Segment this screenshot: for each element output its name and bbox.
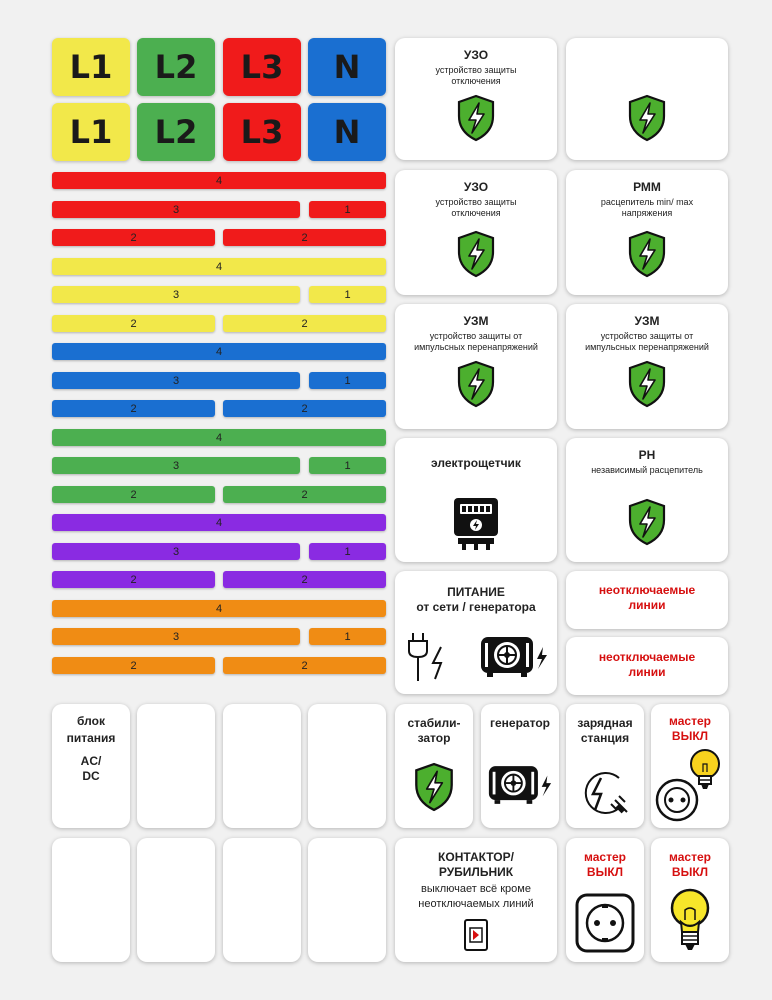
card-subtitle: устройство защиты отключения — [435, 65, 517, 86]
color-strip-segment: 4 — [52, 429, 386, 446]
card-title-line2: от сети / генератора — [416, 600, 536, 614]
shield-lightning-icon — [395, 762, 473, 812]
color-strip-segment: 2 — [223, 486, 386, 503]
card-blank — [223, 704, 301, 828]
card-title: УЗО — [463, 48, 489, 62]
card-subtitle: устройство защиты от импульсных перенапряжений — [414, 331, 538, 352]
card-title-line2: линии — [628, 665, 666, 679]
card-title: УЗМ — [463, 314, 489, 328]
charging-plug-icon — [566, 764, 644, 824]
card-title: РН — [638, 448, 656, 462]
card-line: выключает всё кроме — [421, 883, 531, 895]
card-title: УЗМ — [634, 314, 660, 328]
card-subtitle: устройство защиты от импульсных перенапряжений — [585, 331, 709, 352]
color-strip-segment: 4 — [52, 514, 386, 531]
card-line: КОНТАКТОР/ — [438, 850, 514, 864]
card-subtitle: устройство защиты отключения — [435, 197, 517, 218]
color-strip-segment: 2 — [223, 315, 386, 332]
card-line: стабили- — [407, 716, 461, 730]
card-title-line2: линии — [628, 598, 666, 612]
card-contactor — [395, 838, 557, 962]
card-blank — [223, 838, 301, 962]
card-blank — [308, 838, 386, 962]
shield-lightning-icon — [566, 498, 728, 546]
color-strip-segment: 3 — [52, 372, 300, 389]
card-line: затор — [417, 731, 451, 745]
card-rmm — [566, 170, 728, 295]
card-master-off-bulb — [651, 838, 729, 962]
card-blank — [308, 704, 386, 828]
color-strip-segment: 2 — [223, 571, 386, 588]
color-strip-segment: 4 — [52, 343, 386, 360]
card-line: мастер — [669, 714, 711, 728]
socket-bulb-icon — [651, 746, 729, 826]
color-strip-segment: 2 — [223, 400, 386, 417]
card-line: станция — [580, 731, 630, 745]
label-n: N — [308, 38, 386, 96]
color-strip-segment: 1 — [309, 286, 386, 303]
color-strip-segment: 1 — [309, 543, 386, 560]
card-line: питания — [66, 731, 116, 745]
card-line: ВЫКЛ — [671, 865, 709, 879]
color-strip-segment: 4 — [52, 258, 386, 275]
card-blank — [137, 838, 215, 962]
card-title: генератор — [490, 716, 550, 730]
card-subtitle: расцепитель min/ max напряжения — [600, 197, 694, 218]
card-uzo — [395, 38, 557, 160]
color-strip-segment: 2 — [52, 571, 215, 588]
card-title: ПИТАНИЕ — [447, 585, 505, 599]
card-power-supply — [52, 704, 130, 828]
card-line: неотключаемых линий — [418, 898, 534, 910]
color-strip-segment: 1 — [309, 372, 386, 389]
card-line: мастер — [669, 850, 711, 864]
card-line: мастер — [584, 850, 626, 864]
shield-lightning-icon — [566, 230, 728, 278]
card-stabilizer — [395, 704, 473, 828]
switch-icon — [395, 918, 557, 952]
card-subtitle: независимый расцепитель — [591, 465, 703, 475]
card-rn — [566, 438, 728, 562]
color-strip-segment: 3 — [52, 457, 300, 474]
card-master-off-socket — [566, 838, 644, 962]
card-non-switchable — [566, 571, 728, 629]
card-non-switchable — [566, 637, 728, 695]
card-blank-shield — [566, 38, 728, 160]
card-line: зарядная — [577, 716, 633, 730]
generator-icon — [481, 764, 559, 806]
card-title: РММ — [633, 180, 661, 194]
card-title: УЗО — [463, 180, 489, 194]
label-l1: L1 — [52, 103, 130, 161]
color-strip-segment: 4 — [52, 600, 386, 617]
socket-icon — [566, 892, 644, 954]
card-charging-station — [566, 704, 644, 828]
label-l2: L2 — [137, 38, 215, 96]
shield-lightning-icon — [566, 360, 728, 408]
color-strip-segment: 2 — [52, 486, 215, 503]
card-line: ВЫКЛ — [671, 729, 709, 743]
label-l2: L2 — [137, 103, 215, 161]
color-strip-segment: 1 — [309, 628, 386, 645]
color-strip-segment: 2 — [52, 229, 215, 246]
card-title: электрощетчик — [431, 456, 521, 470]
color-strip-segment: 2 — [52, 315, 215, 332]
color-strip-segment: 3 — [52, 201, 300, 218]
color-strip-segment: 4 — [52, 172, 386, 189]
card-uzm — [566, 304, 728, 429]
color-strip-segment: 2 — [52, 400, 215, 417]
card-generator — [481, 704, 559, 828]
color-strip-segment: 3 — [52, 286, 300, 303]
card-uzm — [395, 304, 557, 429]
color-strip-segment: 1 — [309, 457, 386, 474]
card-blank — [137, 704, 215, 828]
shield-lightning-icon — [566, 94, 728, 142]
card-blank — [52, 838, 130, 962]
card-power — [395, 571, 557, 694]
label-l1: L1 — [52, 38, 130, 96]
card-line: РУБИЛЬНИК — [438, 865, 514, 879]
card-line: AC/ — [80, 754, 102, 768]
card-master-off — [651, 704, 729, 828]
color-strip-segment: 2 — [223, 657, 386, 674]
electric-meter-icon — [395, 496, 557, 552]
bulb-icon — [651, 886, 729, 956]
card-line: блок — [77, 714, 105, 728]
label-l3: L3 — [223, 38, 301, 96]
color-strip-segment: 1 — [309, 201, 386, 218]
shield-lightning-icon — [395, 230, 557, 278]
card-title: неотключаемые — [598, 650, 696, 664]
shield-lightning-icon — [395, 94, 557, 142]
shield-lightning-icon — [395, 360, 557, 408]
card-uzo — [395, 170, 557, 295]
color-strip-segment: 3 — [52, 543, 300, 560]
label-n: N — [308, 103, 386, 161]
card-meter — [395, 438, 557, 562]
card-line: DC — [82, 769, 100, 783]
plug-icon — [407, 631, 453, 683]
card-line: ВЫКЛ — [586, 865, 624, 879]
generator-icon — [479, 635, 549, 679]
card-title: неотключаемые — [598, 583, 696, 597]
color-strip-segment: 2 — [52, 657, 215, 674]
color-strip-segment: 2 — [223, 229, 386, 246]
label-l3: L3 — [223, 103, 301, 161]
color-strip-segment: 3 — [52, 628, 300, 645]
